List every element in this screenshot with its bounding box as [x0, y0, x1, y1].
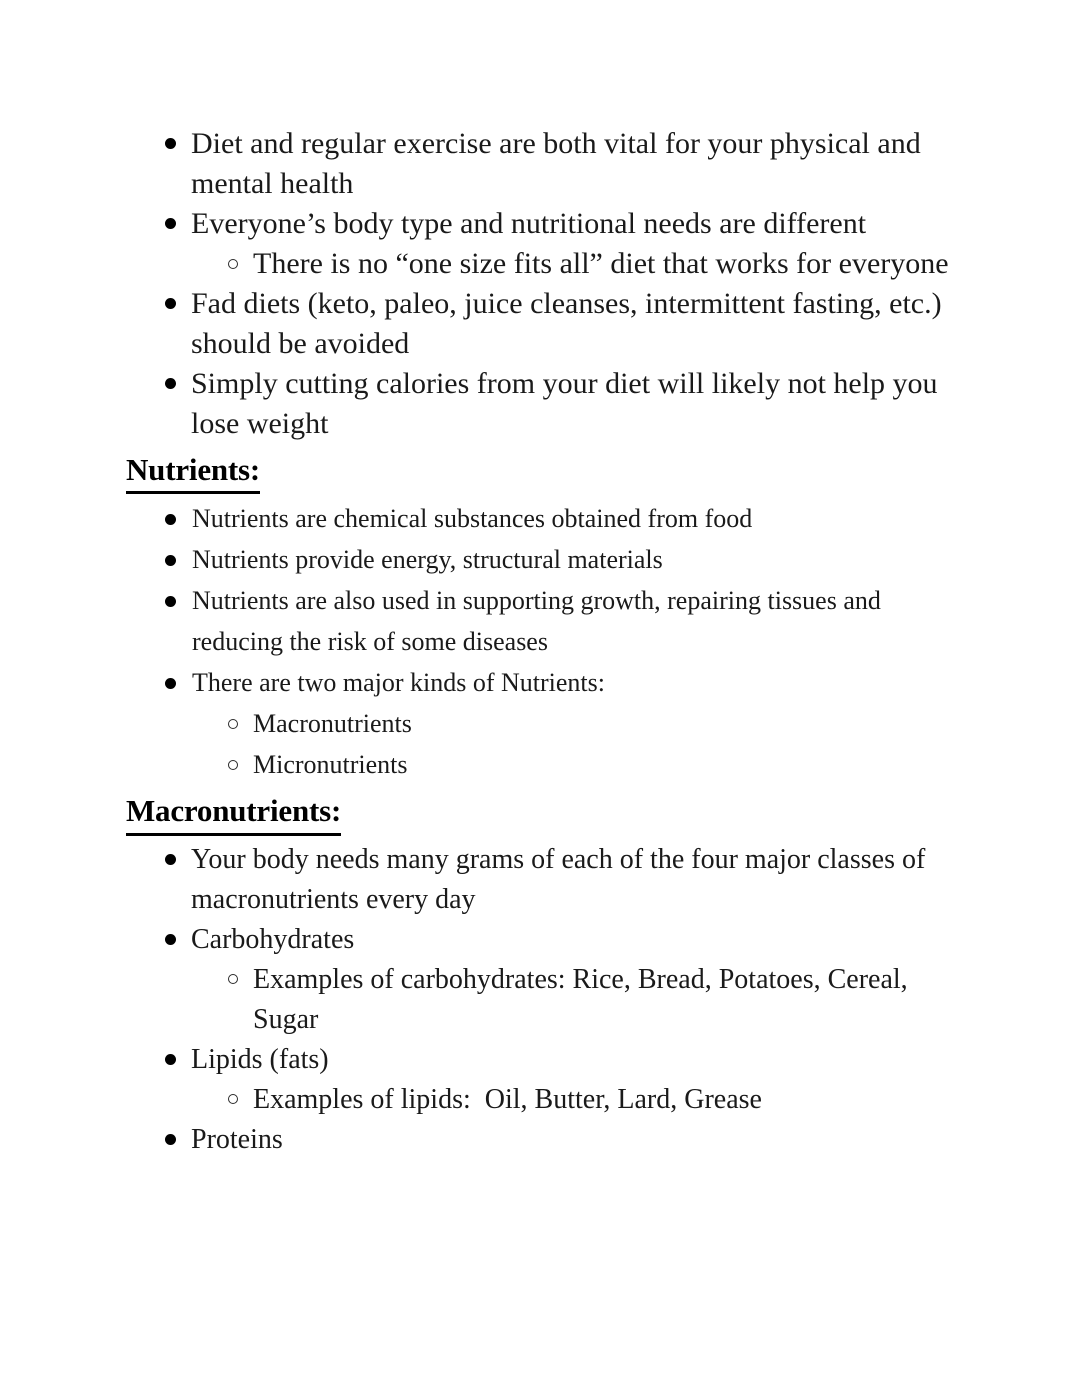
- list-item-text: Examples of lipids: Oil, Butter, Lard, Grease: [253, 1083, 762, 1115]
- list-item: [228, 744, 960, 785]
- section-heading-row: [126, 785, 960, 839]
- list-item: [165, 920, 960, 960]
- list-item-text: Simply cutting calories from your diet will likely not help you lose weight: [191, 367, 938, 440]
- list-item: [228, 244, 960, 284]
- bullet-icon: [165, 204, 176, 244]
- bullet-icon: [165, 124, 176, 164]
- list-item-text: Micronutrients: [253, 750, 408, 780]
- list-item-text: Lipids (fats): [191, 1043, 329, 1075]
- list-item: [165, 204, 960, 244]
- bullet-icon: [165, 580, 176, 621]
- section-heading-macronutrients: Macronutrients:: [126, 791, 341, 835]
- list-item: [165, 364, 960, 444]
- list-item: [165, 662, 960, 703]
- list-item: [165, 124, 960, 204]
- bullet-icon: [165, 1040, 176, 1080]
- hollow-circle-icon: [228, 244, 238, 284]
- list-item: [165, 1040, 960, 1080]
- list-item: [165, 498, 960, 539]
- list-item-text: Nutrients provide energy, structural materials: [192, 545, 663, 575]
- list-item-text: Fad diets (keto, paleo, juice cleanses, intermittent fasting, etc.) should be avoided: [191, 287, 942, 360]
- bullet-icon: [165, 364, 176, 404]
- list-item-text: Examples of carbohydrates: Rice, Bread, Potatoes, Cereal, Sugar: [253, 963, 908, 1035]
- list-item: [165, 840, 960, 920]
- list-item-text: Your body needs many grams of each of the four major classes of macronutrients every day: [191, 843, 926, 915]
- bullet-icon: [165, 284, 176, 324]
- section-macronutrients-list: [126, 840, 960, 1160]
- bullet-icon: [165, 840, 176, 880]
- list-item-text: There is no “one size fits all” diet that works for everyone: [253, 247, 949, 280]
- list-item-text: Everyone’s body type and nutritional needs are different: [191, 207, 867, 240]
- bullet-icon: [165, 498, 176, 539]
- hollow-circle-icon: [228, 744, 238, 785]
- list-item: [165, 539, 960, 580]
- section-intro-list: [126, 124, 960, 444]
- bullet-icon: [165, 662, 176, 703]
- list-item-text: Proteins: [191, 1123, 283, 1155]
- list-item: [228, 960, 960, 1040]
- list-item-text: Carbohydrates: [191, 923, 355, 955]
- list-item-text: Nutrients are chemical substances obtained from food: [192, 504, 753, 534]
- bullet-icon: [165, 920, 176, 960]
- hollow-circle-icon: [228, 703, 238, 744]
- section-nutrients-list: [126, 498, 960, 785]
- list-item-text: Diet and regular exercise are both vital for your physical and mental health: [191, 127, 921, 200]
- list-item: [165, 580, 960, 662]
- list-item: [228, 703, 960, 744]
- section-heading-row: [126, 444, 960, 498]
- bullet-icon: [165, 539, 176, 580]
- list-item-text: There are two major kinds of Nutrients:: [192, 668, 605, 698]
- list-item: [228, 1080, 960, 1120]
- hollow-circle-icon: [228, 1080, 238, 1120]
- list-item: [165, 284, 960, 364]
- bullet-icon: [165, 1120, 176, 1160]
- section-heading-nutrients: Nutrients:: [126, 450, 260, 494]
- hollow-circle-icon: [228, 960, 238, 1000]
- list-item-text: Macronutrients: [253, 709, 412, 739]
- list-item: [165, 1120, 960, 1160]
- list-item-text: Nutrients are also used in supporting growth, repairing tissues and reducing the risk of some diseases: [192, 586, 881, 657]
